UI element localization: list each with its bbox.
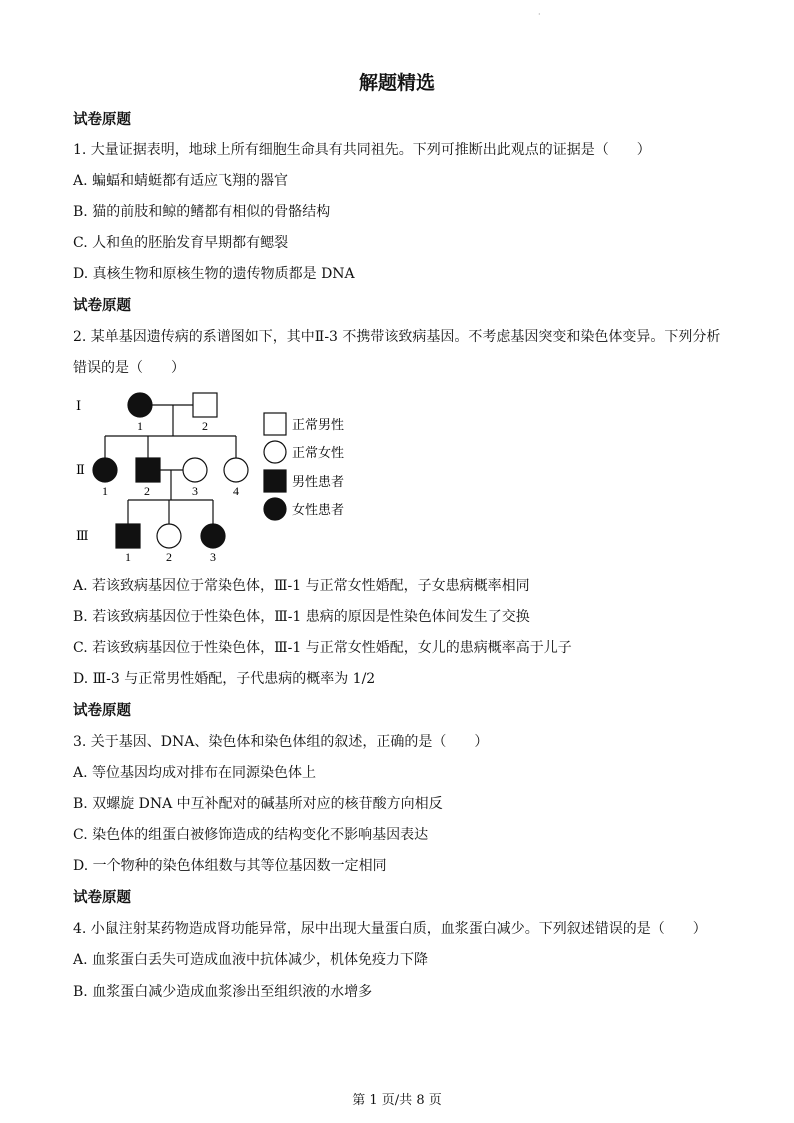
gen2-normal-female-4 bbox=[224, 458, 248, 482]
q4-option-a: A. 血浆蛋白丢失可造成血液中抗体减少，机体免疫力下降 bbox=[73, 952, 429, 968]
gen2-num-4: 4 bbox=[233, 484, 239, 498]
q3-option-a: A. 等位基因均成对排布在同源染色体上 bbox=[73, 765, 317, 781]
legend-normal-male-icon bbox=[264, 413, 286, 435]
q2-option-b: B. 若该致病基因位于性染色体，Ⅲ-1 患病的原因是性染色体间发生了交换 bbox=[73, 609, 530, 625]
page-title: 解题精选 bbox=[358, 72, 435, 94]
q2-stem-line2: 错误的是（ ） bbox=[73, 360, 185, 376]
pedigree-chart bbox=[70, 388, 370, 568]
legend-normal-female: 正常女性 bbox=[292, 445, 345, 460]
gen3-affected-female-3 bbox=[201, 524, 225, 548]
section-label-4: 试卷原题 bbox=[73, 890, 131, 906]
legend-normal-female-icon bbox=[264, 441, 286, 463]
q4-option-b: B. 血浆蛋白减少造成血浆渗出至组织液的水增多 bbox=[73, 984, 373, 1000]
gen3-num-1: 1 bbox=[125, 550, 131, 564]
q3-stem: 3. 关于基因、DNA、染色体和染色体组的叙述，正确的是（ ） bbox=[73, 734, 489, 750]
gen3-normal-female-2 bbox=[157, 524, 181, 548]
gen2-affected-male-2 bbox=[136, 458, 160, 482]
q1-option-c: C. 人和鱼的胚胎发育早期都有鳃裂 bbox=[73, 235, 289, 251]
q2-option-a: A. 若该致病基因位于常染色体，Ⅲ-1 与正常女性婚配，子女患病概率相同 bbox=[73, 578, 530, 594]
gen2-affected-female-1 bbox=[93, 458, 117, 482]
gen1-num-2: 2 bbox=[202, 419, 208, 433]
legend-affected-male: 男性患者 bbox=[292, 474, 345, 489]
legend-affected-male-icon bbox=[264, 470, 286, 492]
q2-stem-line1: 2. 某单基因遗传病的系谱图如下，其中Ⅱ-3 不携带该致病基因。不考虑基因突变和染色体变异。下列分析 bbox=[73, 329, 721, 345]
gen2-num-1: 1 bbox=[102, 484, 108, 498]
gen3-num-3: 3 bbox=[210, 550, 216, 564]
gen-label-1: Ⅰ bbox=[76, 398, 82, 413]
q1-option-d: D. 真核生物和原核生物的遗传物质都是 DNA bbox=[73, 266, 355, 282]
q4-stem: 4. 小鼠注射某药物造成肾功能异常，尿中出现大量蛋白质，血浆蛋白减少。下列叙述错误的是（ ） bbox=[73, 921, 707, 937]
q1-stem: 1. 大量证据表明，地球上所有细胞生命具有共同祖先。下列可推断出此观点的证据是（ ） bbox=[73, 142, 651, 158]
q3-option-c: C. 染色体的组蛋白被修饰造成的结构变化不影响基因表达 bbox=[73, 827, 429, 843]
gen1-affected-female bbox=[128, 393, 152, 417]
gen3-affected-male-1 bbox=[116, 524, 140, 548]
section-label-2: 试卷原题 bbox=[73, 298, 131, 314]
q1-option-a: A. 蝙蝠和蜻蜓都有适应飞翔的器官 bbox=[73, 173, 289, 189]
gen-label-2: Ⅱ bbox=[76, 462, 85, 477]
legend-affected-female-icon bbox=[264, 498, 286, 520]
q1-option-b: B. 猫的前肢和鲸的鳍都有相似的骨骼结构 bbox=[73, 204, 331, 220]
gen3-num-2: 2 bbox=[166, 550, 172, 564]
q2-option-c: C. 若该致病基因位于性染色体，Ⅲ-1 与正常女性婚配，女儿的患病概率高于儿子 bbox=[73, 640, 572, 656]
gen1-num-1: 1 bbox=[137, 419, 143, 433]
q3-option-b: B. 双螺旋 DNA 中互补配对的碱基所对应的核苷酸方向相反 bbox=[73, 796, 443, 812]
section-label-1: 试卷原题 bbox=[73, 112, 131, 128]
q3-option-d: D. 一个物种的染色体组数与其等位基因数一定相同 bbox=[73, 858, 387, 874]
legend-normal-male: 正常男性 bbox=[292, 417, 345, 432]
section-label-3: 试卷原题 bbox=[73, 703, 131, 719]
header-dot: · bbox=[538, 10, 541, 19]
q2-option-d: D. Ⅲ-3 与正常男性婚配，子代患病的概率为 1/2 bbox=[73, 671, 376, 687]
gen-label-3: Ⅲ bbox=[76, 528, 89, 543]
gen2-num-2: 2 bbox=[144, 484, 150, 498]
gen2-normal-female-3 bbox=[183, 458, 207, 482]
page-footer: 第 1 页/共 8 页 bbox=[352, 1093, 442, 1108]
gen1-normal-male bbox=[193, 393, 217, 417]
gen2-num-3: 3 bbox=[192, 484, 198, 498]
legend-affected-female: 女性患者 bbox=[292, 502, 345, 517]
